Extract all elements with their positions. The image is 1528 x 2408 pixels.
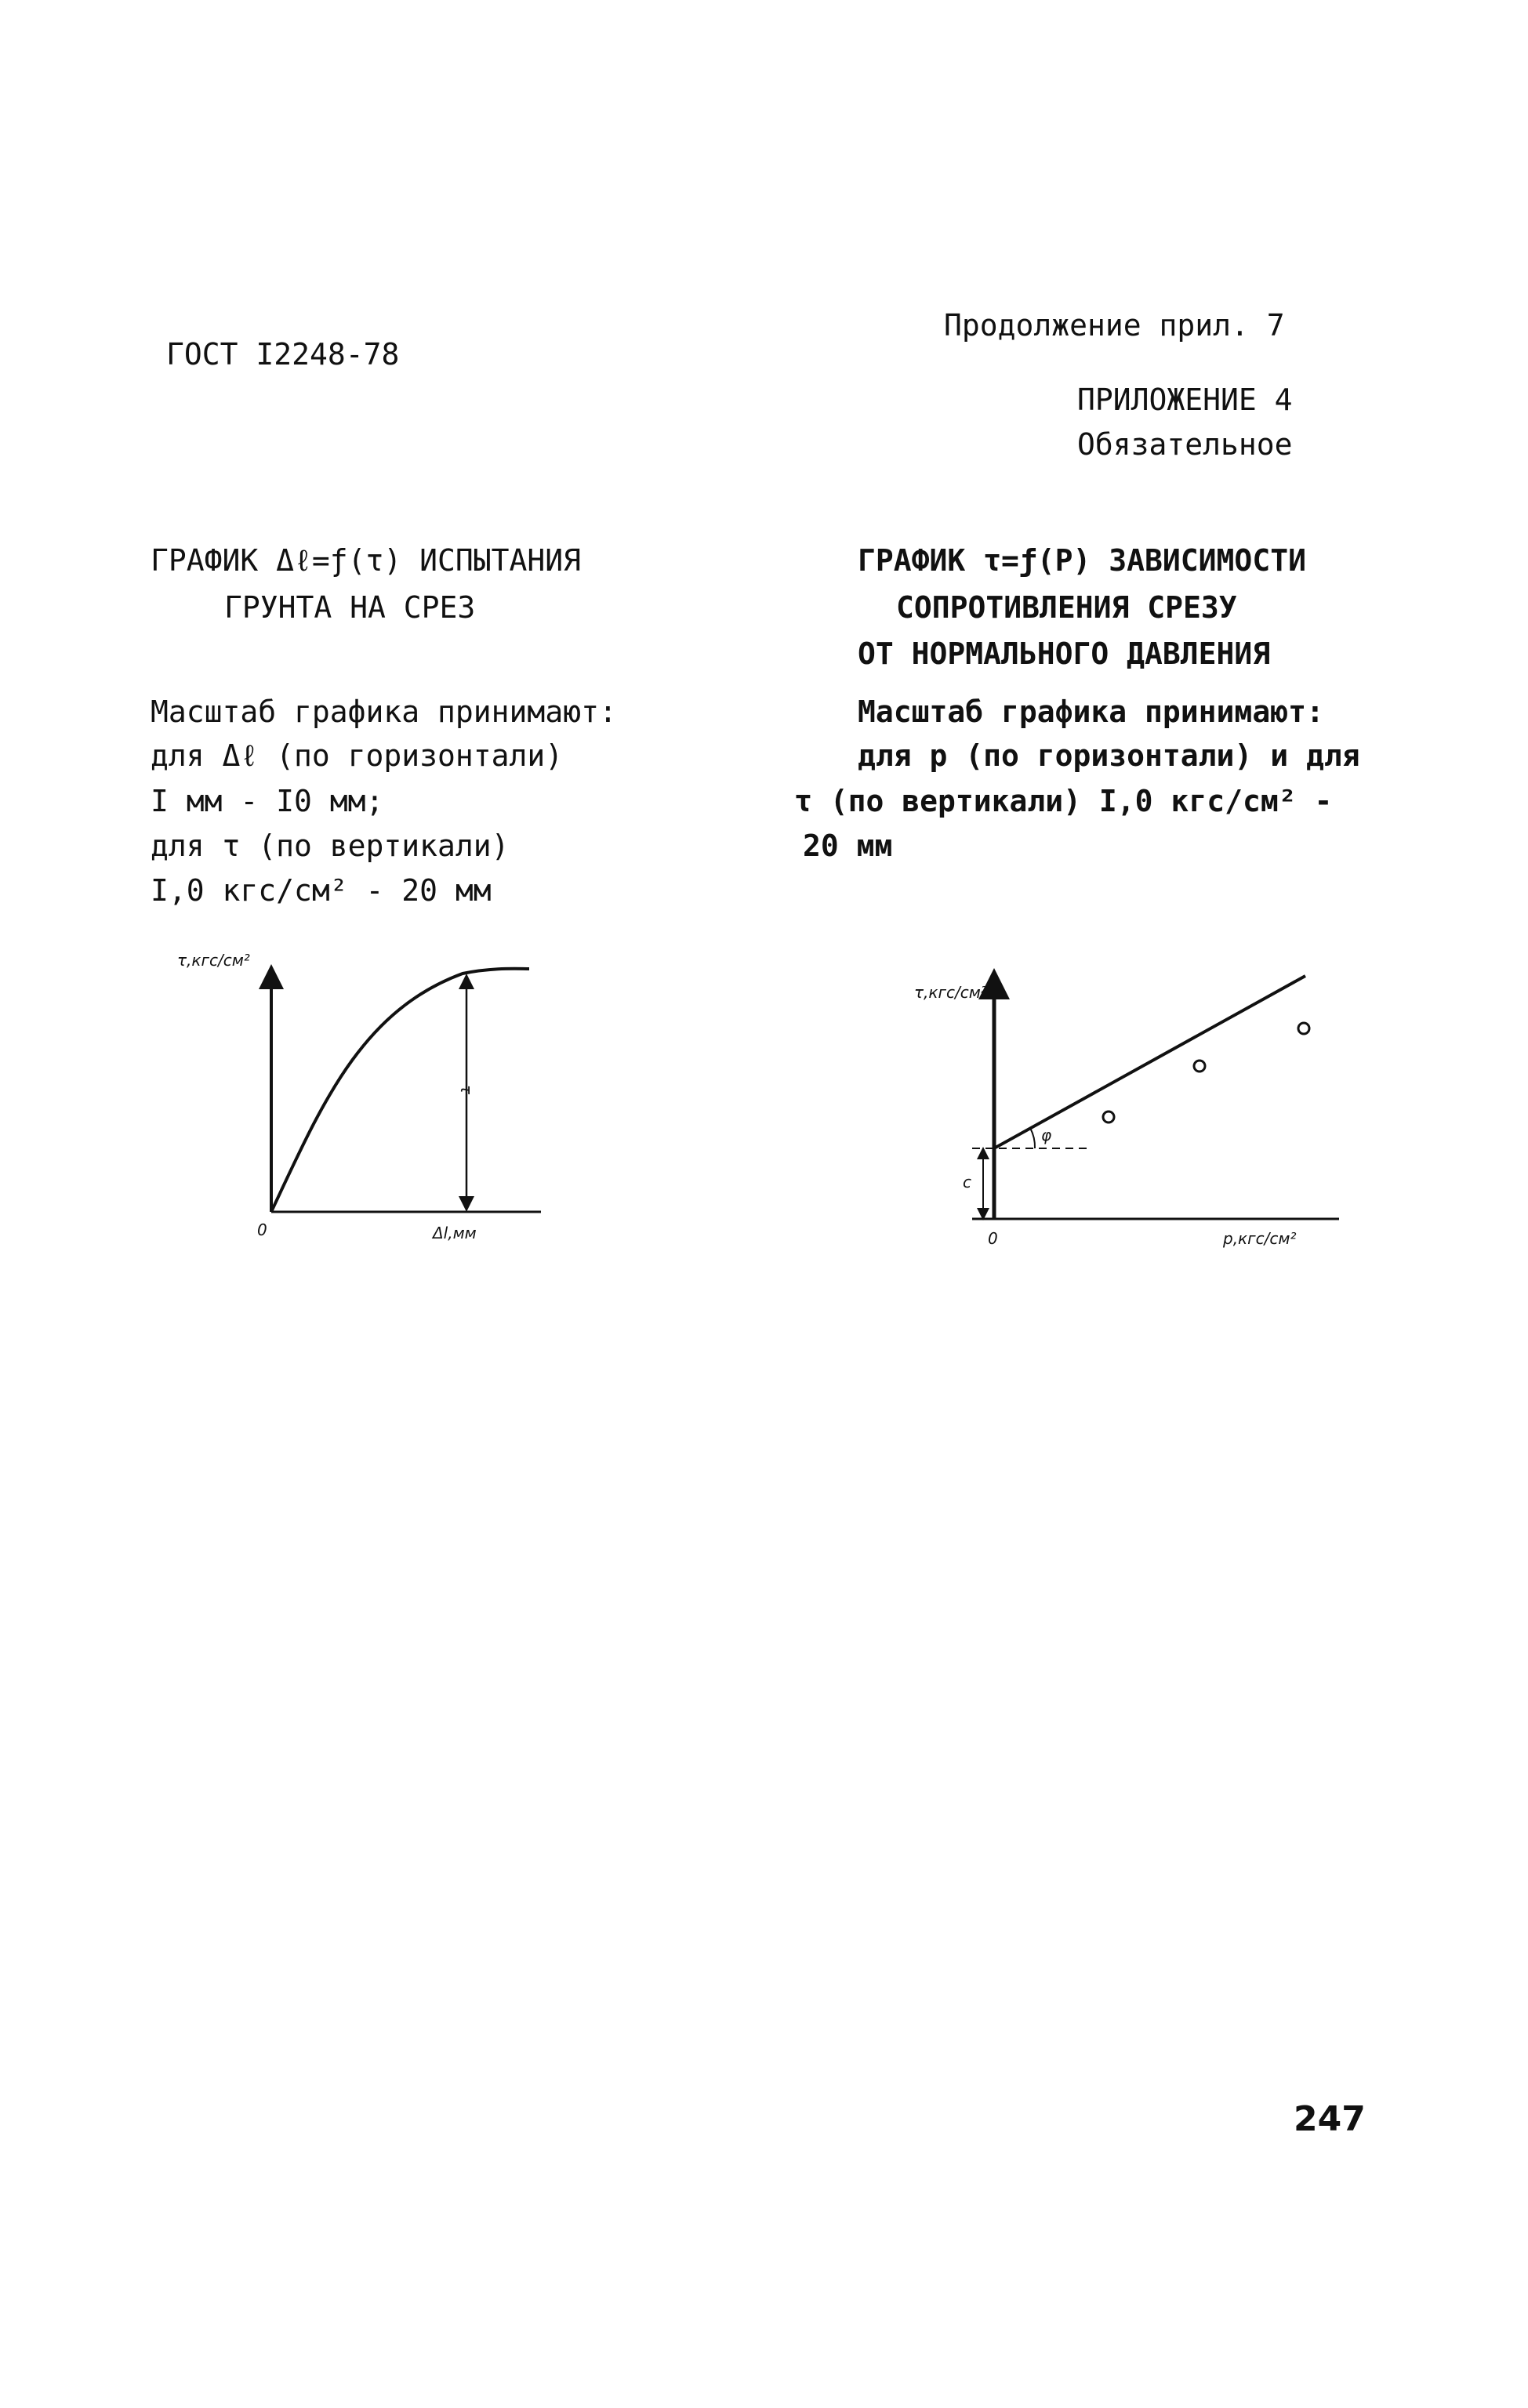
left-scale-line-3: I мм - I0 мм; — [151, 784, 384, 818]
right-x-axis-label: р,кгс/см² — [1223, 1229, 1297, 1248]
right-strength-graph — [878, 952, 1364, 1282]
continuation-note: Продолжение прил. 7 — [944, 308, 1285, 343]
right-scale-line-4: 20 мм — [803, 829, 893, 863]
left-origin-label: 0 — [257, 1220, 267, 1239]
page-number: 247 — [1294, 2099, 1366, 2139]
right-angle-arc — [1030, 1128, 1035, 1148]
right-title-line-2: СОПРОТИВЛЕНИЯ СРЕЗУ — [896, 590, 1237, 625]
left-shear-graph — [165, 933, 572, 1246]
left-x-axis-label: Δl,мм — [433, 1224, 477, 1242]
right-origin-label: 0 — [988, 1229, 998, 1248]
left-curve — [271, 969, 529, 1212]
appendix-title: ПРИЛОЖЕНИЕ 4 — [1077, 383, 1293, 417]
data-point-3 — [1298, 1023, 1309, 1034]
right-trend-line — [994, 976, 1305, 1148]
data-point-1 — [1103, 1112, 1114, 1122]
right-scale-line-2: для р (по горизонтали) и для — [858, 738, 1360, 773]
left-dimension-label: τ — [457, 1085, 476, 1095]
data-point-2 — [1194, 1061, 1205, 1072]
standard-number: ГОСТ I2248-78 — [166, 337, 400, 372]
right-title-line-1: ГРАФИК τ=ƒ(P) ЗАВИСИМОСТИ — [858, 543, 1306, 578]
left-title-line-2: ГРУНТА НА СРЕЗ — [224, 590, 476, 625]
left-scale-line-4: для τ (по вертикали) — [151, 829, 510, 863]
right-scale-line-3: τ (по вертикали) I,0 кгс/см² - — [794, 784, 1333, 818]
right-y-axis-label: τ,кгс/см² — [914, 983, 987, 1002]
left-scale-line-1: Масштаб графика принимают: — [151, 694, 617, 729]
right-intercept-label: с — [963, 1173, 971, 1191]
left-y-axis-label: τ,кгс/см² — [177, 951, 250, 970]
left-scale-line-5: I,0 кгс/см² - 20 мм — [151, 873, 492, 908]
appendix-status: Обязательное — [1077, 427, 1293, 462]
right-angle-label: φ — [1041, 1126, 1052, 1144]
right-scale-line-1: Масштаб графика принимают: — [858, 694, 1324, 729]
right-title-line-3: ОТ НОРМАЛЬНОГО ДАВЛЕНИЯ — [858, 636, 1271, 671]
left-scale-line-2: для Δℓ (по горизонтали) — [151, 738, 564, 773]
left-title-line-1: ГРАФИК Δℓ=ƒ(τ) ИСПЫТАНИЯ — [151, 543, 581, 578]
